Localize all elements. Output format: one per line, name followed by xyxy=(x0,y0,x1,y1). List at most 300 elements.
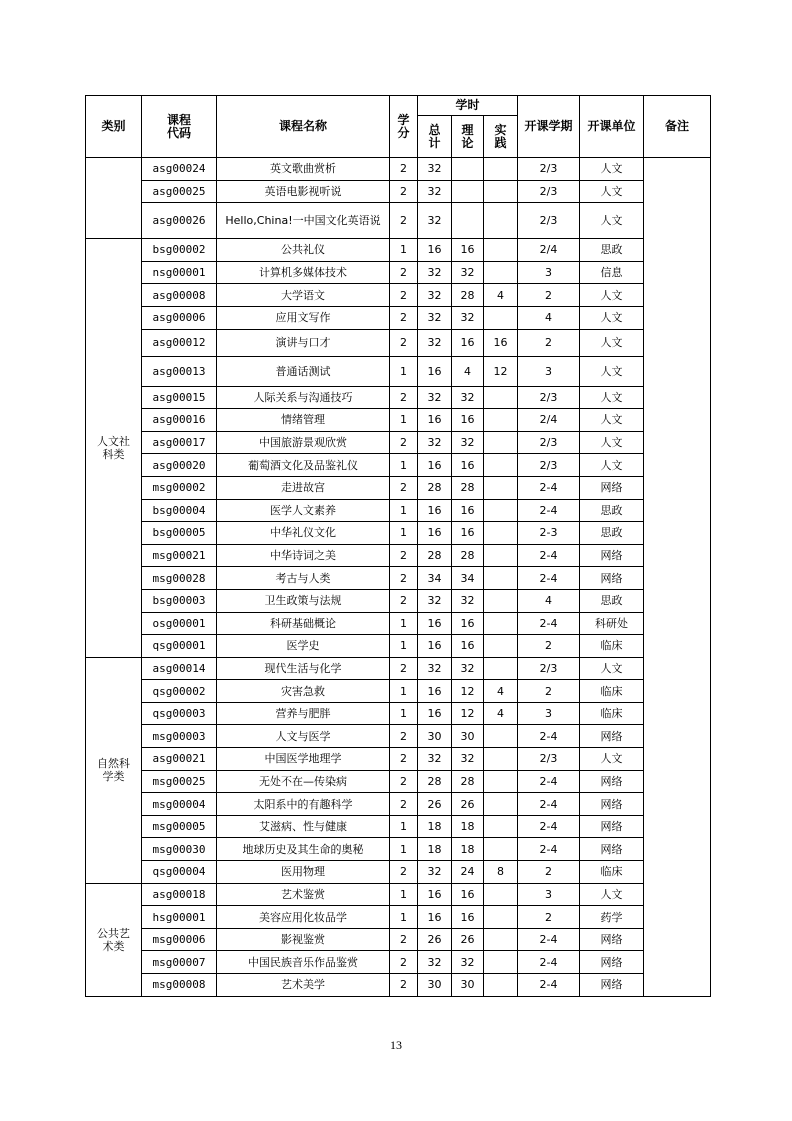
code-cell: asg00008 xyxy=(142,284,217,307)
name-cell: 考古与人类 xyxy=(217,567,390,590)
name-cell: 普通话测试 xyxy=(217,356,390,386)
unit-cell: 网络 xyxy=(580,974,644,997)
total-cell: 26 xyxy=(418,928,452,951)
practice-cell xyxy=(484,522,518,545)
table-row xyxy=(86,748,711,771)
practice-cell xyxy=(484,567,518,590)
table-row xyxy=(86,522,711,545)
table-row xyxy=(86,567,711,590)
name-cell: 无处不在—传染病 xyxy=(217,770,390,793)
name-cell: 情绪管理 xyxy=(217,409,390,432)
practice-cell xyxy=(484,544,518,567)
table-row xyxy=(86,861,711,884)
code-cell: asg00018 xyxy=(142,883,217,906)
name-cell: 太阳系中的有趣科学 xyxy=(217,793,390,816)
header-practice: 实 践 xyxy=(484,116,518,158)
unit-cell: 网络 xyxy=(580,951,644,974)
category-cell: 人文社 科类 xyxy=(86,239,142,658)
unit-cell: 思政 xyxy=(580,522,644,545)
unit-cell: 人文 xyxy=(580,284,644,307)
theory-cell: 26 xyxy=(452,928,484,951)
semester-cell: 2-4 xyxy=(518,951,580,974)
theory-cell: 32 xyxy=(452,261,484,284)
name-cell: 艾滋病、性与健康 xyxy=(217,815,390,838)
unit-cell: 科研处 xyxy=(580,612,644,635)
table-row xyxy=(86,431,711,454)
code-cell: asg00021 xyxy=(142,748,217,771)
name-cell: 医学史 xyxy=(217,635,390,658)
semester-cell: 2/3 xyxy=(518,203,580,239)
code-cell: asg00017 xyxy=(142,431,217,454)
unit-cell: 网络 xyxy=(580,476,644,499)
practice-cell xyxy=(484,974,518,997)
credits-cell: 1 xyxy=(390,635,418,658)
total-cell: 16 xyxy=(418,883,452,906)
semester-cell: 2/3 xyxy=(518,454,580,477)
total-cell: 18 xyxy=(418,838,452,861)
unit-cell: 网络 xyxy=(580,770,644,793)
unit-cell: 人文 xyxy=(580,657,644,680)
name-cell: 英语电影视听说 xyxy=(217,180,390,203)
unit-cell: 人文 xyxy=(580,306,644,329)
name-cell: 葡萄酒文化及品鉴礼仪 xyxy=(217,454,390,477)
semester-cell: 2 xyxy=(518,906,580,929)
theory-cell xyxy=(452,203,484,239)
name-cell: 卫生政策与法规 xyxy=(217,589,390,612)
table-row xyxy=(86,544,711,567)
semester-cell: 2-4 xyxy=(518,770,580,793)
theory-cell: 26 xyxy=(452,793,484,816)
practice-cell xyxy=(484,906,518,929)
semester-cell: 2/4 xyxy=(518,409,580,432)
table-row xyxy=(86,928,711,951)
total-cell: 16 xyxy=(418,612,452,635)
code-cell: nsg00001 xyxy=(142,261,217,284)
practice-cell xyxy=(484,431,518,454)
name-cell: 英文歌曲赏析 xyxy=(217,158,390,181)
name-cell: 人文与医学 xyxy=(217,725,390,748)
total-cell: 32 xyxy=(418,180,452,203)
unit-cell: 网络 xyxy=(580,725,644,748)
name-cell: 中国民族音乐作品鉴赏 xyxy=(217,951,390,974)
name-cell: 医用物理 xyxy=(217,861,390,884)
code-cell: asg00013 xyxy=(142,356,217,386)
course-table xyxy=(85,95,711,997)
semester-cell: 3 xyxy=(518,261,580,284)
total-cell: 16 xyxy=(418,409,452,432)
table-row xyxy=(86,612,711,635)
page-number: 13 xyxy=(390,1038,402,1052)
credits-cell: 2 xyxy=(390,657,418,680)
theory-cell xyxy=(452,180,484,203)
credits-cell: 2 xyxy=(390,476,418,499)
code-cell: msg00007 xyxy=(142,951,217,974)
total-cell: 16 xyxy=(418,635,452,658)
name-cell: 中国旅游景观欣赏 xyxy=(217,431,390,454)
semester-cell: 2-4 xyxy=(518,725,580,748)
credits-cell: 2 xyxy=(390,861,418,884)
theory-cell: 32 xyxy=(452,951,484,974)
practice-cell xyxy=(484,386,518,409)
name-cell: 公共礼仪 xyxy=(217,239,390,262)
code-cell: asg00014 xyxy=(142,657,217,680)
name-cell: 计算机多媒体技术 xyxy=(217,261,390,284)
name-cell: 大学语文 xyxy=(217,284,390,307)
header-total: 总 计 xyxy=(418,116,452,158)
practice-cell xyxy=(484,793,518,816)
total-cell: 34 xyxy=(418,567,452,590)
code-cell: asg00015 xyxy=(142,386,217,409)
theory-cell: 32 xyxy=(452,748,484,771)
practice-cell xyxy=(484,951,518,974)
code-cell: qsg00001 xyxy=(142,635,217,658)
unit-cell: 人文 xyxy=(580,158,644,181)
total-cell: 16 xyxy=(418,239,452,262)
code-cell: asg00020 xyxy=(142,454,217,477)
table-row xyxy=(86,725,711,748)
header-remarks: 备注 xyxy=(644,96,711,158)
credits-cell: 1 xyxy=(390,815,418,838)
unit-cell: 思政 xyxy=(580,499,644,522)
practice-cell xyxy=(484,657,518,680)
total-cell: 30 xyxy=(418,974,452,997)
total-cell: 32 xyxy=(418,203,452,239)
total-cell: 18 xyxy=(418,815,452,838)
semester-cell: 2-3 xyxy=(518,522,580,545)
code-cell: qsg00002 xyxy=(142,680,217,703)
semester-cell: 2-4 xyxy=(518,476,580,499)
practice-cell: 4 xyxy=(484,284,518,307)
total-cell: 16 xyxy=(418,680,452,703)
unit-cell: 药学 xyxy=(580,906,644,929)
code-cell: bsg00002 xyxy=(142,239,217,262)
credits-cell: 1 xyxy=(390,906,418,929)
credits-cell: 2 xyxy=(390,544,418,567)
total-cell: 28 xyxy=(418,476,452,499)
credits-cell: 2 xyxy=(390,974,418,997)
credits-cell: 2 xyxy=(390,589,418,612)
theory-cell: 34 xyxy=(452,567,484,590)
header-theory: 理 论 xyxy=(452,116,484,158)
code-cell: msg00006 xyxy=(142,928,217,951)
theory-cell: 18 xyxy=(452,838,484,861)
theory-cell: 12 xyxy=(452,702,484,725)
theory-cell: 28 xyxy=(452,476,484,499)
semester-cell: 2/4 xyxy=(518,239,580,262)
header-credits: 学 分 xyxy=(390,96,418,158)
code-cell: msg00002 xyxy=(142,476,217,499)
practice-cell xyxy=(484,612,518,635)
theory-cell: 32 xyxy=(452,306,484,329)
unit-cell: 人文 xyxy=(580,883,644,906)
name-cell: 中华礼仪文化 xyxy=(217,522,390,545)
semester-cell: 2 xyxy=(518,329,580,356)
table-row xyxy=(86,203,711,239)
code-cell: msg00005 xyxy=(142,815,217,838)
credits-cell: 2 xyxy=(390,180,418,203)
practice-cell xyxy=(484,815,518,838)
table-row xyxy=(86,702,711,725)
name-cell: 人际关系与沟通技巧 xyxy=(217,386,390,409)
name-cell: 灾害急救 xyxy=(217,680,390,703)
credits-cell: 2 xyxy=(390,158,418,181)
credits-cell: 1 xyxy=(390,522,418,545)
table-row xyxy=(86,239,711,262)
practice-cell xyxy=(484,883,518,906)
theory-cell: 4 xyxy=(452,356,484,386)
semester-cell: 2/3 xyxy=(518,748,580,771)
semester-cell: 2 xyxy=(518,635,580,658)
table-row xyxy=(86,770,711,793)
semester-cell: 2/3 xyxy=(518,158,580,181)
table-row xyxy=(86,974,711,997)
unit-cell: 临床 xyxy=(580,702,644,725)
credits-cell: 1 xyxy=(390,702,418,725)
name-cell: 美容应用化妆品学 xyxy=(217,906,390,929)
remarks-cell xyxy=(644,158,711,997)
theory-cell: 12 xyxy=(452,680,484,703)
category-cell: 自然科 学类 xyxy=(86,657,142,883)
table-row xyxy=(86,906,711,929)
practice-cell xyxy=(484,476,518,499)
credits-cell: 1 xyxy=(390,499,418,522)
code-cell: msg00028 xyxy=(142,567,217,590)
semester-cell: 2-4 xyxy=(518,928,580,951)
practice-cell xyxy=(484,180,518,203)
semester-cell: 2-4 xyxy=(518,499,580,522)
credits-cell: 2 xyxy=(390,203,418,239)
header-unit: 开课单位 xyxy=(580,96,644,158)
credits-cell: 1 xyxy=(390,612,418,635)
table-header xyxy=(86,96,711,158)
semester-cell: 2-4 xyxy=(518,974,580,997)
practice-cell xyxy=(484,158,518,181)
code-cell: asg00025 xyxy=(142,180,217,203)
unit-cell: 人文 xyxy=(580,409,644,432)
semester-cell: 4 xyxy=(518,306,580,329)
credits-cell: 1 xyxy=(390,356,418,386)
practice-cell: 4 xyxy=(484,680,518,703)
category-cell: 公共艺 术类 xyxy=(86,883,142,996)
total-cell: 32 xyxy=(418,261,452,284)
unit-cell: 人文 xyxy=(580,431,644,454)
unit-cell: 临床 xyxy=(580,861,644,884)
theory-cell: 30 xyxy=(452,725,484,748)
code-cell: asg00024 xyxy=(142,158,217,181)
code-cell: msg00004 xyxy=(142,793,217,816)
table-row xyxy=(86,261,711,284)
unit-cell: 网络 xyxy=(580,793,644,816)
name-cell: 科研基础概论 xyxy=(217,612,390,635)
name-cell: 应用文写作 xyxy=(217,306,390,329)
theory-cell: 32 xyxy=(452,657,484,680)
semester-cell: 2-4 xyxy=(518,793,580,816)
total-cell: 16 xyxy=(418,702,452,725)
semester-cell: 3 xyxy=(518,702,580,725)
code-cell: bsg00003 xyxy=(142,589,217,612)
credits-cell: 2 xyxy=(390,793,418,816)
semester-cell: 4 xyxy=(518,589,580,612)
credits-cell: 2 xyxy=(390,261,418,284)
unit-cell: 人文 xyxy=(580,180,644,203)
unit-cell: 临床 xyxy=(580,680,644,703)
theory-cell: 16 xyxy=(452,499,484,522)
practice-cell: 8 xyxy=(484,861,518,884)
total-cell: 32 xyxy=(418,657,452,680)
code-cell: qsg00004 xyxy=(142,861,217,884)
code-cell: msg00008 xyxy=(142,974,217,997)
code-cell: hsg00001 xyxy=(142,906,217,929)
credits-cell: 2 xyxy=(390,951,418,974)
credits-cell: 1 xyxy=(390,409,418,432)
practice-cell xyxy=(484,928,518,951)
total-cell: 16 xyxy=(418,499,452,522)
unit-cell: 思政 xyxy=(580,589,644,612)
name-cell: 中华诗词之美 xyxy=(217,544,390,567)
unit-cell: 人文 xyxy=(580,454,644,477)
theory-cell: 30 xyxy=(452,974,484,997)
name-cell: 走进故宫 xyxy=(217,476,390,499)
table-row xyxy=(86,158,711,181)
theory-cell: 28 xyxy=(452,770,484,793)
theory-cell: 16 xyxy=(452,883,484,906)
table-row xyxy=(86,476,711,499)
credits-cell: 2 xyxy=(390,284,418,307)
table-row xyxy=(86,329,711,356)
total-cell: 32 xyxy=(418,589,452,612)
practice-cell xyxy=(484,635,518,658)
header-code: 课程 代码 xyxy=(142,96,217,158)
credits-cell: 2 xyxy=(390,748,418,771)
table-row xyxy=(86,180,711,203)
theory-cell: 32 xyxy=(452,589,484,612)
practice-cell xyxy=(484,306,518,329)
credits-cell: 2 xyxy=(390,386,418,409)
semester-cell: 2-4 xyxy=(518,567,580,590)
total-cell: 32 xyxy=(418,951,452,974)
unit-cell: 人文 xyxy=(580,386,644,409)
semester-cell: 3 xyxy=(518,883,580,906)
table-row xyxy=(86,657,711,680)
table-row xyxy=(86,815,711,838)
semester-cell: 2/3 xyxy=(518,431,580,454)
code-cell: asg00016 xyxy=(142,409,217,432)
code-cell: osg00001 xyxy=(142,612,217,635)
code-cell: msg00021 xyxy=(142,544,217,567)
credits-cell: 2 xyxy=(390,770,418,793)
table-row xyxy=(86,356,711,386)
total-cell: 16 xyxy=(418,522,452,545)
unit-cell: 网络 xyxy=(580,567,644,590)
total-cell: 32 xyxy=(418,386,452,409)
table-body xyxy=(86,158,711,997)
credits-cell: 2 xyxy=(390,928,418,951)
total-cell: 28 xyxy=(418,544,452,567)
credits-cell: 2 xyxy=(390,431,418,454)
code-cell: msg00003 xyxy=(142,725,217,748)
theory-cell: 16 xyxy=(452,329,484,356)
name-cell: 医学人文素养 xyxy=(217,499,390,522)
unit-cell: 人文 xyxy=(580,203,644,239)
name-cell: 地球历史及其生命的奥秘 xyxy=(217,838,390,861)
total-cell: 32 xyxy=(418,306,452,329)
credits-cell: 1 xyxy=(390,838,418,861)
unit-cell: 临床 xyxy=(580,635,644,658)
unit-cell: 网络 xyxy=(580,838,644,861)
table-row xyxy=(86,409,711,432)
total-cell: 16 xyxy=(418,356,452,386)
code-cell: asg00026 xyxy=(142,203,217,239)
header-category: 类别 xyxy=(86,96,142,158)
credits-cell: 2 xyxy=(390,329,418,356)
total-cell: 32 xyxy=(418,431,452,454)
semester-cell: 2 xyxy=(518,680,580,703)
name-cell: 影视鉴赏 xyxy=(217,928,390,951)
total-cell: 26 xyxy=(418,793,452,816)
semester-cell: 2/3 xyxy=(518,657,580,680)
unit-cell: 思政 xyxy=(580,239,644,262)
header-name: 课程名称 xyxy=(217,96,390,158)
total-cell: 32 xyxy=(418,748,452,771)
code-cell: bsg00004 xyxy=(142,499,217,522)
code-cell: bsg00005 xyxy=(142,522,217,545)
total-cell: 32 xyxy=(418,158,452,181)
table-row xyxy=(86,635,711,658)
credits-cell: 1 xyxy=(390,680,418,703)
name-cell: 营养与肥胖 xyxy=(217,702,390,725)
table-row xyxy=(86,284,711,307)
theory-cell: 24 xyxy=(452,861,484,884)
total-cell: 16 xyxy=(418,454,452,477)
table-row xyxy=(86,793,711,816)
theory-cell: 18 xyxy=(452,815,484,838)
theory-cell: 16 xyxy=(452,454,484,477)
credits-cell: 1 xyxy=(390,454,418,477)
table-row xyxy=(86,951,711,974)
practice-cell: 12 xyxy=(484,356,518,386)
practice-cell xyxy=(484,203,518,239)
theory-cell: 28 xyxy=(452,544,484,567)
table-row xyxy=(86,883,711,906)
unit-cell: 人文 xyxy=(580,748,644,771)
credits-cell: 1 xyxy=(390,883,418,906)
table-row xyxy=(86,306,711,329)
code-cell: msg00030 xyxy=(142,838,217,861)
semester-cell: 2-4 xyxy=(518,815,580,838)
unit-cell: 网络 xyxy=(580,544,644,567)
theory-cell: 16 xyxy=(452,635,484,658)
practice-cell xyxy=(484,838,518,861)
theory-cell: 32 xyxy=(452,431,484,454)
practice-cell xyxy=(484,261,518,284)
name-cell: Hello,China!一中国文化英语说 xyxy=(217,203,390,239)
total-cell: 32 xyxy=(418,284,452,307)
table-row xyxy=(86,386,711,409)
semester-cell: 2-4 xyxy=(518,544,580,567)
header-semester: 开课学期 xyxy=(518,96,580,158)
total-cell: 32 xyxy=(418,329,452,356)
unit-cell: 人文 xyxy=(580,356,644,386)
semester-cell: 2-4 xyxy=(518,612,580,635)
category-cell xyxy=(86,158,142,239)
table-row xyxy=(86,680,711,703)
theory-cell: 28 xyxy=(452,284,484,307)
unit-cell: 网络 xyxy=(580,928,644,951)
practice-cell: 16 xyxy=(484,329,518,356)
credits-cell: 2 xyxy=(390,567,418,590)
table-row xyxy=(86,838,711,861)
header-hours: 学时 xyxy=(418,96,518,116)
